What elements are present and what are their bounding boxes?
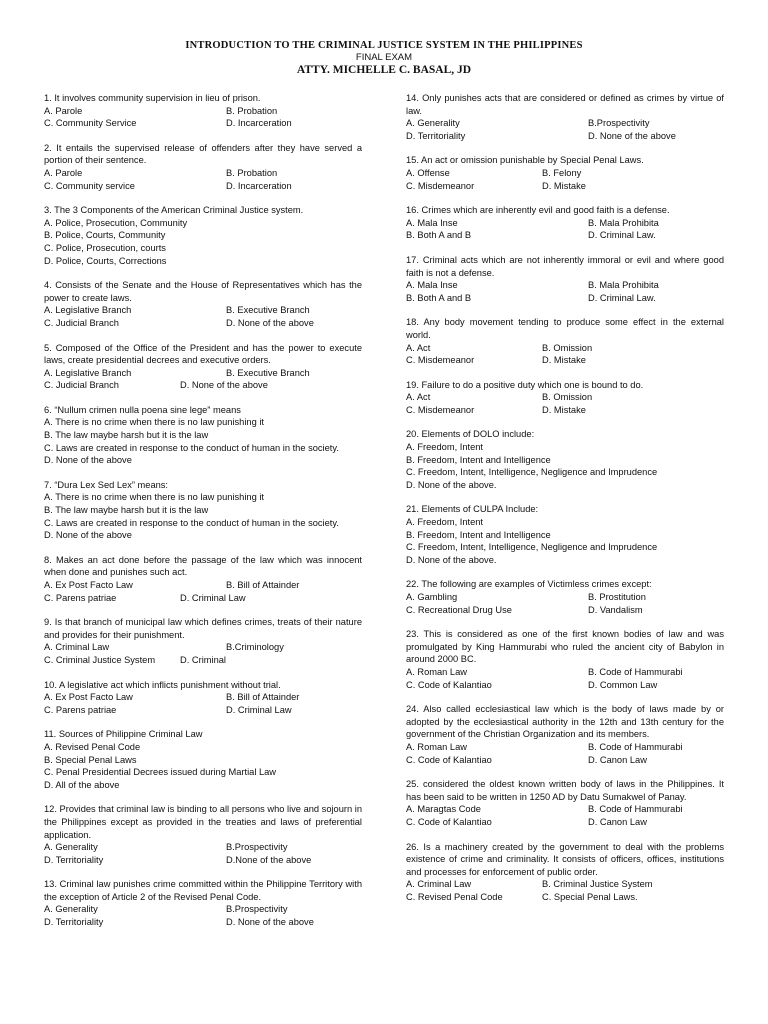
- question-item: [44, 279, 362, 329]
- answer-option: D. Territoriality: [44, 854, 104, 865]
- answer-option: D.None of the above: [226, 854, 312, 865]
- question-text: 6. “Nullum crimen nulla poena sine lege” means: [44, 404, 241, 415]
- question-item: [44, 878, 362, 928]
- answer-options: [406, 279, 724, 304]
- answer-option: D. Vandalism: [588, 604, 643, 615]
- answer-options: [44, 167, 362, 192]
- question-item: [44, 554, 362, 604]
- left-column: [44, 92, 362, 941]
- answer-option: C. Community service: [44, 180, 135, 191]
- answer-option: A. Freedom, Intent: [406, 442, 483, 453]
- answer-option: A. Maragtas Code: [406, 804, 481, 815]
- answer-option: A. Generality: [44, 842, 98, 853]
- answer-option: A. Mala Inse: [406, 280, 458, 291]
- answer-option: A. Gambling: [406, 592, 458, 602]
- answer-option: D. Mistake: [542, 180, 586, 191]
- question-item: [44, 803, 362, 866]
- answer-option: B. Criminal Justice System: [542, 879, 653, 890]
- question-text: 12. Provides that criminal law is binding to all persons who live and sojourn in the Philippines except as provided in the treaties and laws of preferential application.: [44, 804, 362, 840]
- question-item: [406, 703, 724, 766]
- answer-option: B.Prospectivity: [226, 842, 288, 853]
- answer-options: [406, 117, 724, 142]
- question-item: [406, 254, 724, 304]
- question-text: 26. Is a machinery created by the government to deal with the problems existence of crime and criminality. It consists of officers, offices, institutions and processes for enforcement of public order.: [406, 841, 724, 877]
- answer-option: D. Mistake: [542, 404, 586, 415]
- answer-option: B. Code of Hammurabi: [588, 741, 683, 752]
- answer-option: D. None of the above: [44, 455, 132, 466]
- answer-option: D. Criminal Law.: [588, 292, 656, 303]
- answer-option: B. Prostitution: [588, 592, 646, 602]
- answer-options: [44, 217, 362, 267]
- answer-option: A. Act: [406, 392, 431, 403]
- answer-option: C. Code of Kalantiao: [406, 679, 492, 690]
- answer-option: A. Offense: [406, 167, 450, 178]
- question-item: [44, 616, 362, 666]
- answer-option: C. Code of Kalantiao: [406, 816, 492, 827]
- answer-options: [406, 878, 724, 903]
- answer-option: D. Mistake: [542, 355, 586, 366]
- answer-options: [44, 691, 362, 716]
- answer-option: C. Judicial Branch: [44, 380, 119, 391]
- answer-options: [406, 167, 724, 192]
- answer-option: A. Police, Prosecution, Community: [44, 217, 188, 228]
- answer-option: B. Bill of Attainder: [226, 580, 300, 590]
- question-item: [406, 628, 724, 691]
- answer-option: A. Criminal Law: [406, 879, 472, 890]
- answer-option: C. Misdemeanor: [406, 180, 475, 191]
- answer-option: D. None of the above: [44, 530, 132, 541]
- answer-option: B. Code of Hammurabi: [588, 804, 683, 815]
- answer-options: [44, 304, 362, 329]
- answer-option: B. Omission: [542, 342, 593, 353]
- answer-option: D. Canon Law: [588, 816, 647, 827]
- answer-options: [406, 803, 724, 828]
- right-column: [406, 92, 724, 915]
- answer-option: C. Criminal Justice System: [44, 654, 156, 665]
- answer-option: B.Prospectivity: [588, 118, 650, 129]
- answer-option: B. Probation: [226, 167, 278, 178]
- answer-option: B. Executive Branch: [226, 367, 310, 378]
- answer-options: [44, 641, 362, 666]
- answer-option: A. Generality: [44, 904, 98, 915]
- answer-option: C. Misdemeanor: [406, 355, 475, 366]
- question-text: 13. Criminal law punishes crime committed within the Philippine Territory with the exception of Article 2 of the Revised Penal Code.: [44, 879, 362, 902]
- question-text: 16. Crimes which are inherently evil and good faith is a defense.: [406, 205, 670, 216]
- answer-option: C. Revised Penal Code: [406, 891, 503, 902]
- answer-option: A. Criminal Law: [44, 642, 110, 653]
- exam-header: [0, 40, 768, 77]
- answer-option: A. Ex Post Facto Law: [44, 580, 133, 590]
- question-text: 4. Consists of the Senate and the House of Representatives which has the power to create laws.: [44, 280, 362, 303]
- answer-option: D. Police, Courts, Corrections: [44, 255, 167, 266]
- question-item: [406, 154, 724, 192]
- answer-option: D. Criminal Law: [180, 592, 246, 603]
- question-item: [44, 204, 362, 267]
- question-item: [406, 316, 724, 366]
- question-text: 3. The 3 Components of the American Criminal Justice system.: [44, 205, 304, 216]
- answer-option: B.Prospectivity: [226, 904, 288, 915]
- answer-option: A. Roman Law: [406, 666, 467, 677]
- exam-title: INTRODUCTION TO THE CRIMINAL JUSTICE SYSTEM IN THE PHILIPPINES: [185, 40, 583, 51]
- answer-option: B.Criminology: [226, 642, 284, 653]
- question-item: [44, 679, 362, 717]
- question-item: [406, 379, 724, 417]
- answer-option: C. Judicial Branch: [44, 317, 119, 328]
- answer-options: [406, 391, 724, 416]
- question-item: [44, 342, 362, 392]
- answer-option: D. Criminal Law: [226, 704, 292, 715]
- answer-option: A. Legislative Branch: [44, 367, 132, 378]
- answer-option: B. Code of Hammurabi: [588, 666, 683, 677]
- answer-options: [44, 903, 362, 928]
- answer-option: D. Common Law: [588, 679, 658, 690]
- answer-option: A. Mala Inse: [406, 217, 458, 228]
- answer-option: C. Recreational Drug Use: [406, 604, 512, 615]
- question-text: 9. Is that branch of municipal law which defines crimes, treats of their nature and provides for their punishment.: [44, 617, 362, 640]
- answer-option: C. Code of Kalantiao: [406, 754, 492, 765]
- question-text: 19. Failure to do a positive duty which one is bound to do.: [406, 379, 644, 390]
- question-item: [406, 778, 724, 828]
- question-item: [44, 142, 362, 192]
- answer-options: [44, 105, 362, 130]
- answer-option: B. Both A and B: [406, 230, 472, 241]
- answer-option: C. Freedom, Intent, Intelligence, Negligence and Imprudence: [406, 542, 658, 553]
- question-text: 1. It involves community supervision in lieu of prison.: [44, 93, 261, 103]
- answer-option: D. Incarceration: [226, 118, 292, 129]
- answer-option: D. Incarceration: [226, 180, 292, 191]
- answer-option: D. None of the above: [226, 917, 314, 928]
- question-item: [406, 92, 724, 142]
- answer-option: A. Freedom, Intent: [406, 517, 483, 528]
- question-text: 7. “Dura Lex Sed Lex” means:: [44, 479, 169, 490]
- question-text: 15. An act or omission punishable by Special Penal Laws.: [406, 155, 644, 166]
- question-text: 18. Any body movement tending to produce some effect in the external world.: [406, 317, 724, 340]
- question-text: 21. Elements of CULPA Include:: [406, 504, 539, 515]
- answer-option: B. The law maybe harsh but it is the law: [44, 430, 209, 441]
- answer-option: D. None of the above.: [406, 479, 497, 490]
- answer-option: D. All of the above: [44, 779, 120, 790]
- question-text: 5. Composed of the Office of the President and has the power to execute laws, create presidential decrees and executive orders.: [44, 342, 362, 366]
- answer-option: C. Laws are created in response to the conduct of human in the society.: [44, 442, 339, 453]
- answer-option: C. Penal Presidential Decrees issued during Martial Law: [44, 767, 277, 778]
- answer-option: A. Ex Post Facto Law: [44, 692, 133, 703]
- answer-options: [44, 841, 362, 866]
- answer-option: D. Territoriality: [406, 130, 466, 141]
- answer-option: B. Special Penal Laws: [44, 754, 137, 765]
- question-item: [406, 428, 724, 491]
- answer-option: D. None of the above: [588, 130, 676, 141]
- answer-option: A. Legislative Branch: [44, 305, 132, 316]
- exam-subtitle: FINAL EXAM: [355, 52, 413, 63]
- question-text: 24. Also called ecclesiastical law which is the body of laws made by or adopted by the ecclesiastical authority in the 12th and 13th century for the government of the Christian Organization and its members.: [406, 704, 724, 740]
- answer-option: B. Both A and B: [406, 292, 472, 303]
- answer-options: [44, 416, 362, 466]
- answer-option: A. Revised Penal Code: [44, 741, 141, 752]
- answer-option: D. Territoriality: [44, 917, 104, 928]
- answer-option: B. Mala Prohibita: [588, 280, 659, 291]
- answer-options: [406, 741, 724, 766]
- question-item: [44, 92, 362, 130]
- answer-option: C. Freedom, Intent, Intelligence, Negligence and Imprudence: [406, 467, 658, 478]
- question-text: 17. Criminal acts which are not inherently immoral or evil and where good faith is not a defense.: [406, 254, 724, 278]
- exam-author: ATTY. MICHELLE C. BASAL, JD: [296, 64, 472, 76]
- answer-options: [44, 491, 362, 541]
- question-item: [406, 204, 724, 242]
- answer-options: [406, 516, 724, 566]
- answer-option: C. Parens patriae: [44, 704, 117, 715]
- answer-option: D. Canon Law: [588, 754, 647, 765]
- question-text: 11. Sources of Philippine Criminal Law: [44, 729, 203, 740]
- answer-option: D. Criminal Law.: [588, 230, 656, 241]
- answer-options: [44, 579, 362, 604]
- question-text: 23. This is considered as one of the first known bodies of law and was promulgated by King Hammurabi who ruled the ancient city of Babylon in around 2000 BC.: [406, 629, 724, 665]
- answer-option: D. None of the above: [226, 317, 314, 328]
- answer-option: B. Bill of Attainder: [226, 692, 300, 703]
- answer-option: B. Executive Branch: [226, 305, 310, 316]
- answer-options: [406, 441, 724, 491]
- answer-options: [44, 367, 362, 392]
- question-item: [44, 479, 362, 542]
- answer-option: A. There is no crime when there is no law punishing it: [44, 492, 264, 503]
- answer-option: B. Freedom, Intent and Intelligence: [406, 454, 551, 465]
- answer-option: C. Special Penal Laws.: [542, 891, 638, 902]
- answer-option: B. Freedom, Intent and Intelligence: [406, 529, 551, 540]
- answer-option: B. Felony: [542, 167, 582, 178]
- answer-option: D. Criminal: [180, 654, 226, 665]
- answer-option: C. Police, Prosecution, courts: [44, 242, 166, 253]
- question-item: [44, 728, 362, 791]
- question-text: 2. It entails the supervised release of offenders after they have served a portion of their sentence.: [44, 142, 362, 166]
- answer-option: B. Omission: [542, 392, 593, 403]
- answer-option: C. Misdemeanor: [406, 404, 475, 415]
- question-item: [406, 841, 724, 904]
- answer-options: [406, 591, 724, 616]
- answer-option: A. Parole: [44, 167, 83, 178]
- answer-option: C. Parens patriae: [44, 592, 117, 603]
- question-text: 10. A legislative act which inflicts punishment without trial.: [44, 679, 281, 690]
- answer-option: D. None of the above: [180, 380, 268, 391]
- question-text: 20. Elements of DOLO include:: [406, 429, 535, 440]
- answer-option: A. Roman Law: [406, 741, 467, 752]
- answer-options: [406, 342, 724, 367]
- question-text: 25. considered the oldest known written body of laws in the Philippines. It has been said to be written in 1250 AD by Datu Sumakwel of Panay.: [406, 779, 724, 802]
- answer-option: B. The law maybe harsh but it is the law: [44, 505, 209, 516]
- answer-option: C. Community Service: [44, 118, 137, 129]
- question-item: [44, 404, 362, 467]
- question-text: 14. Only punishes acts that are considered or defined as crimes by virtue of law.: [406, 93, 724, 116]
- question-text: 8. Makes an act done before the passage of the law which was innocent when done and punishes such act.: [44, 554, 362, 578]
- answer-option: B. Mala Prohibita: [588, 217, 659, 228]
- answer-option: A. Parole: [44, 105, 83, 116]
- question-text: 22. The following are examples of Victimless crimes except:: [406, 579, 652, 590]
- answer-options: [406, 666, 724, 691]
- answer-option: D. None of the above.: [406, 554, 497, 565]
- answer-option: A. There is no crime when there is no law punishing it: [44, 417, 264, 428]
- question-item: [406, 503, 724, 566]
- answer-options: [44, 741, 362, 791]
- answer-option: B. Probation: [226, 105, 278, 116]
- question-item: [406, 578, 724, 616]
- answer-option: B. Police, Courts, Community: [44, 230, 166, 241]
- answer-options: [406, 217, 724, 242]
- answer-option: A. Generality: [406, 118, 460, 129]
- answer-option: A. Act: [406, 342, 431, 353]
- answer-option: C. Laws are created in response to the conduct of human in the society.: [44, 517, 339, 528]
